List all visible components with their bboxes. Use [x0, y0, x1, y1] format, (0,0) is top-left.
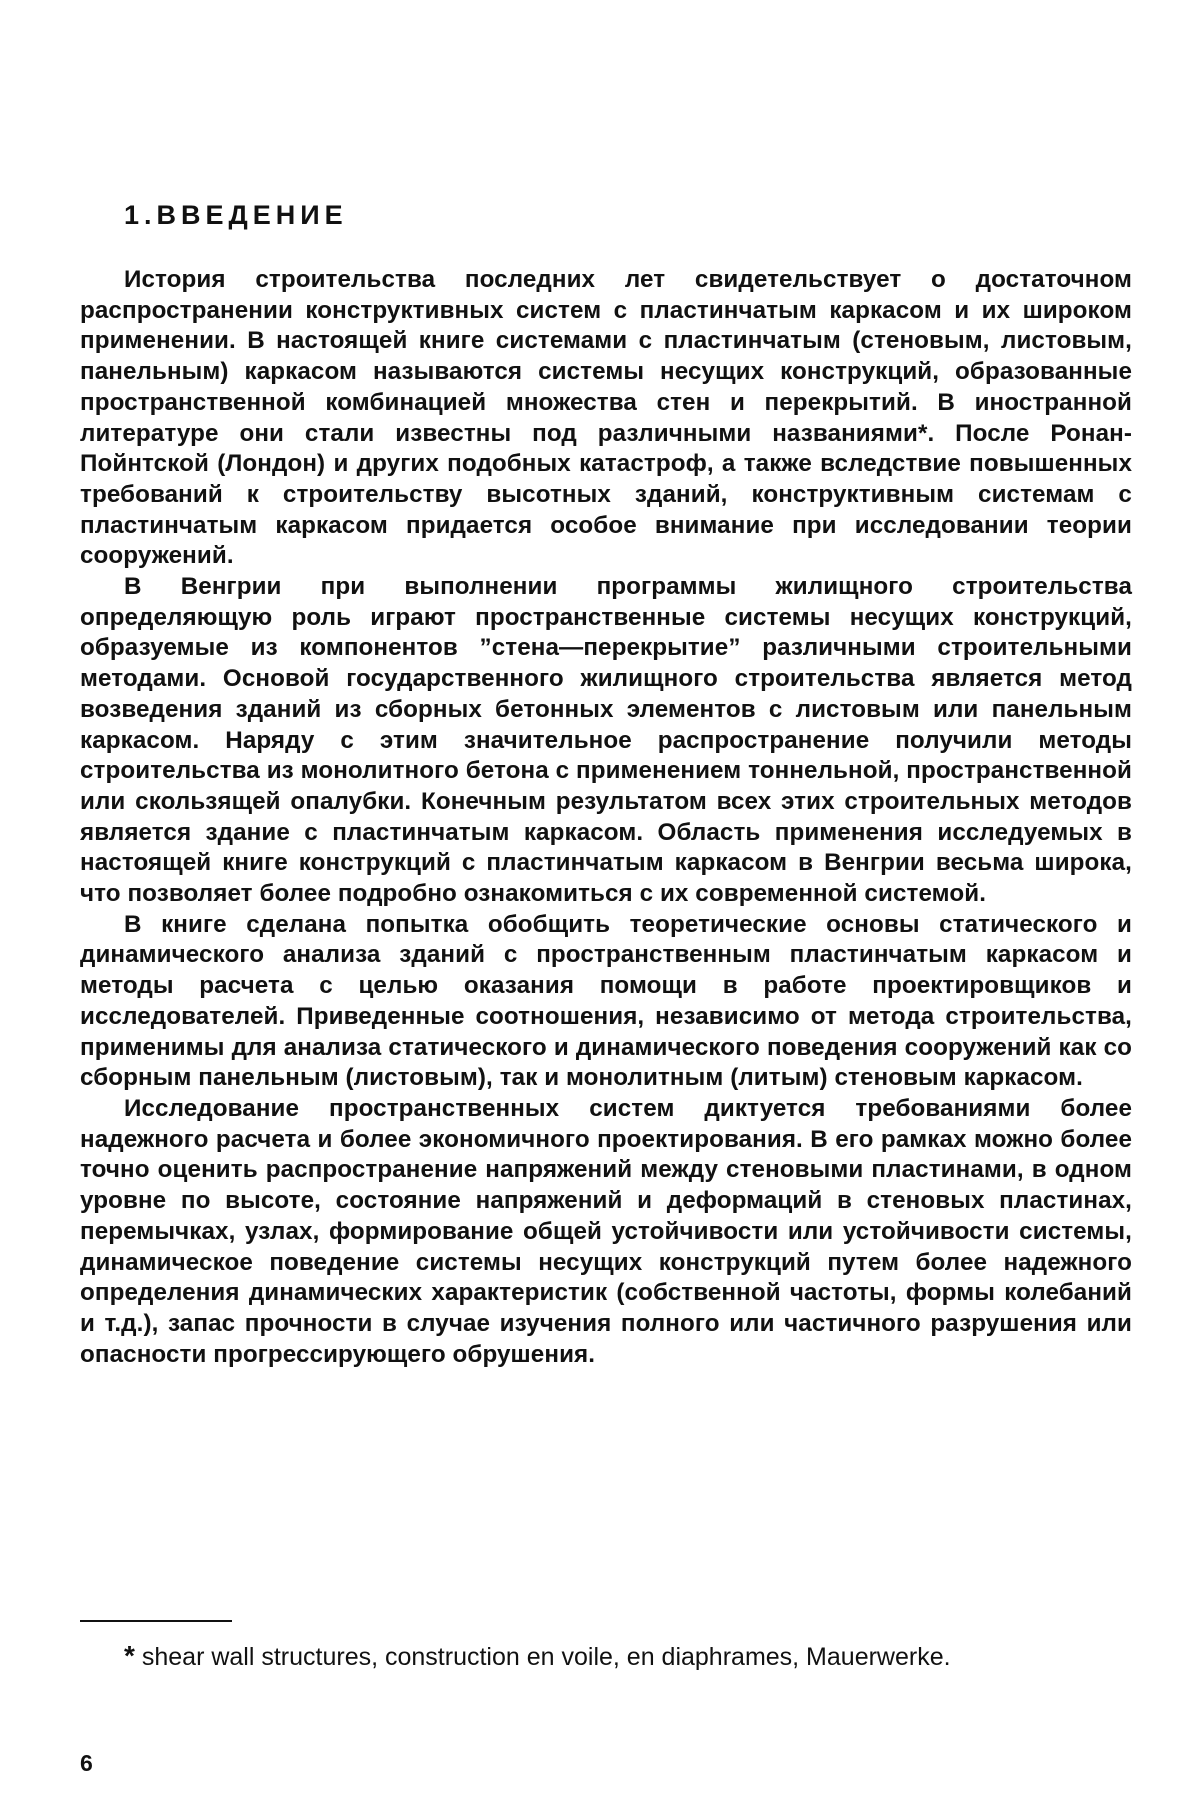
footnote: [80, 1640, 1132, 1673]
footnote-mark: *: [124, 1640, 135, 1671]
paragraph-1-text-after-mark: . После Ронан-Пойнтской (Лондон) и других подобных катастроф, а также вследствие повышенных требований к строительству высотных зданий, конструктивным системам с пластинчатым каркасом придается особое внимание при исследовании теории сооружений.: [80, 419, 1132, 570]
paragraph-1: [80, 265, 1132, 572]
paragraph-4: Исследование пространственных систем диктуется требованиями более надежного расчета и более экономичного проектирования. В его рамках можно более точно оценить распространение напряжений между стеновыми пластинами, в одном уровне по высоте, состояние напряжений и деформаций в стеновых пластинах, перемычках, узлах, формирование общей устойчивости или устойчивости системы, динамическое поведение системы несущих конструкций путем более надежного определения динамических характеристик (собственной частоты, формы колебаний и т.д.), запас прочности в случае изучения полного или частичного разрушения или опасности прогрессирующего обрушения.: [80, 1094, 1132, 1368]
footnote-divider: [80, 1620, 232, 1622]
paragraph-2: В Венгрии при выполнении программы жилищного строительства определяющую роль играют пространственные системы несущих конструкций, образуемые из компонентов ”стена—перекрытие” различными строительными методами. Основой государственного жилищного строительства является метод возведения зданий из сборных бетонных элементов с листовым или панельным каркасом. Наряду с этим значительное распространение получили методы строительства из монолитного бетона с применением тоннельной, пространственной или скользящей опалубки. Конечным результатом всех этих строительных методов является здание с пластинчатым каркасом. Область применения исследуемых в настоящей книге конструкций с пластинчатым каркасом в Венгрии весьма широка, что позволяет более подробно ознакомиться с их современной системой.: [80, 573, 1132, 908]
paragraph-1-text-before-mark: История строительства последних лет свидетельствует о достаточном распространении конструктивных систем с пластинчатым каркасом и их широком применении. В настоящей книге системами с пластинчатым (стеновым, листовым, панельным) каркасом называются системы несущих конструкций, образованные пространственной комбинацией множества стен и перекрытий. В иностранной литературе они стали известны под различными названиями: [80, 266, 1132, 447]
footnote-text: shear wall structures, construction en voile, en diaphrames, Mauerwerke.: [134, 1643, 951, 1671]
body-text: [80, 265, 1132, 1370]
page-number: 6: [80, 1750, 93, 1776]
footnote-reference-mark: *: [917, 419, 928, 447]
paragraph-3: В книге сделана попытка обобщить теоретические основы статического и динамического анализа зданий с пространственным пластинчатым каркасом и методы расчета с целью оказания помощи в работе проектировщиков и исследователей. Приведенные соотношения, независимо от метода строительства, применимы для анализа статического и динамического поведения сооружений как со сборным панельным (листовым), так и монолитным (литым) стеновым каркасом.: [80, 910, 1132, 1092]
chapter-title: 1.ВВЕДЕНИЕ: [124, 200, 348, 230]
